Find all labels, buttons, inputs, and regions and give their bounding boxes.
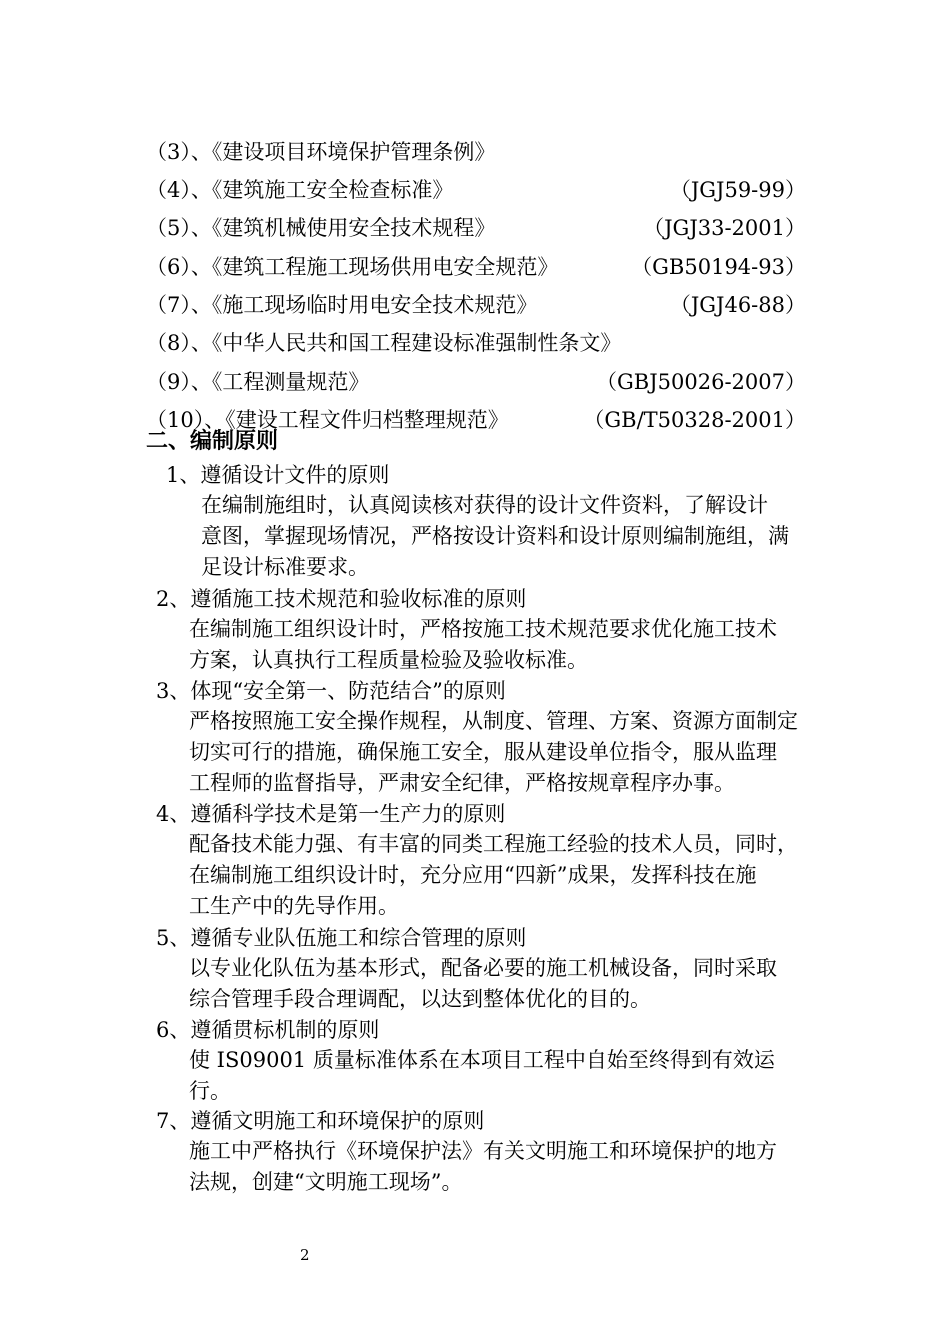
reference-title: （9）、《工程测量规范》 <box>146 370 370 394</box>
reference-code: （GBJ50026-2007） <box>596 370 806 394</box>
reference-item <box>146 137 806 167</box>
section-heading: 二、编制原则 <box>146 429 279 454</box>
principle-body <box>189 614 777 676</box>
principle-title: 5、遵循专业队伍施工和综合管理的原则 <box>156 926 527 950</box>
body-line: 行。 <box>189 1079 231 1103</box>
principle-body <box>189 1136 777 1198</box>
reference-title: （7）、《施工现场临时用电安全技术规范》 <box>146 293 538 317</box>
body-line: 工生产中的先导作用。 <box>189 894 399 918</box>
body-line: 工程师的监督指导，严肃安全纪律，严格按规章程序办事。 <box>189 771 735 795</box>
body-line: 严格按照施工安全操作规程，从制度、管理、方案、资源方面制定 <box>189 709 798 733</box>
reference-title: （8）、《中华人民共和国工程建设标准强制性条文》 <box>146 331 622 355</box>
reference-item <box>146 175 806 205</box>
body-line: 法规，创建“文明施工现场”。 <box>189 1170 463 1194</box>
principle-title: 2、遵循施工技术规范和验收标准的原则 <box>156 587 527 611</box>
principle-body <box>189 829 798 922</box>
principle-body <box>189 706 798 799</box>
reference-title: （5）、《建筑机械使用安全技术规程》 <box>146 216 496 240</box>
body-line: 足设计标准要求。 <box>201 555 369 579</box>
body-line: 以专业化队伍为基本形式，配备必要的施工机械设备，同时采取 <box>189 956 777 980</box>
principle-title: 7、遵循文明施工和环境保护的原则 <box>156 1109 485 1133</box>
body-line: 在编制施工组织设计时，严格按施工技术规范要求优化施工技术 <box>189 617 777 641</box>
reference-item <box>146 252 806 282</box>
reference-item <box>146 367 806 397</box>
body-line: 在编制施工组织设计时，充分应用“四新”成果，发挥科技在施 <box>189 863 757 887</box>
reference-code: （JGJ46-88） <box>669 293 806 317</box>
reference-code: （JGJ33-2001） <box>643 216 806 240</box>
body-line: 方案，认真执行工程质量检验及验收标准。 <box>189 648 588 672</box>
body-line: 切实可行的措施，确保施工安全，服从建设单位指令，服从监理 <box>189 740 777 764</box>
principle-title: 6、遵循贯标机制的原则 <box>156 1018 380 1042</box>
reference-code: （JGJ59-99） <box>669 178 806 202</box>
reference-title: （6）、《建筑工程施工现场供用电安全规范》 <box>146 255 559 279</box>
body-line: 施工中严格执行《环境保护法》有关文明施工和环境保护的地方 <box>189 1139 777 1163</box>
body-line: 使 IS09001 质量标准体系在本项目工程中自始至终得到有效运 <box>189 1048 775 1072</box>
reference-title: （10）、《建设工程文件归档整理规范》 <box>146 408 509 432</box>
reference-code: （GB50194-93） <box>631 255 806 279</box>
body-line: 综合管理手段合理调配，以达到整体优化的目的。 <box>189 987 651 1011</box>
principle-body <box>201 490 789 583</box>
reference-title: （4）、《建筑施工安全检查标准》 <box>146 178 454 202</box>
page-number: 2 <box>300 1246 310 1264</box>
principle-title: 1、遵循设计文件的原则 <box>166 463 390 487</box>
body-line: 在编制施组时，认真阅读核对获得的设计文件资料，了解设计 <box>201 493 768 517</box>
reference-item <box>146 213 806 243</box>
reference-item <box>146 290 806 320</box>
principle-title: 4、遵循科学技术是第一生产力的原则 <box>156 802 506 826</box>
principle-body <box>189 1045 775 1107</box>
reference-item <box>146 328 806 358</box>
reference-title: （3）、《建设项目环境保护管理条例》 <box>146 140 496 164</box>
reference-code: （GB/T50328-2001） <box>583 408 806 432</box>
body-line: 配备技术能力强、有丰富的同类工程施工经验的技术人员，同时， <box>189 832 798 856</box>
principle-body <box>189 953 777 1015</box>
body-line: 意图，掌握现场情况，严格按设计资料和设计原则编制施组，满 <box>201 524 789 548</box>
principle-title: 3、体现“安全第一、防范结合”的原则 <box>156 679 506 703</box>
